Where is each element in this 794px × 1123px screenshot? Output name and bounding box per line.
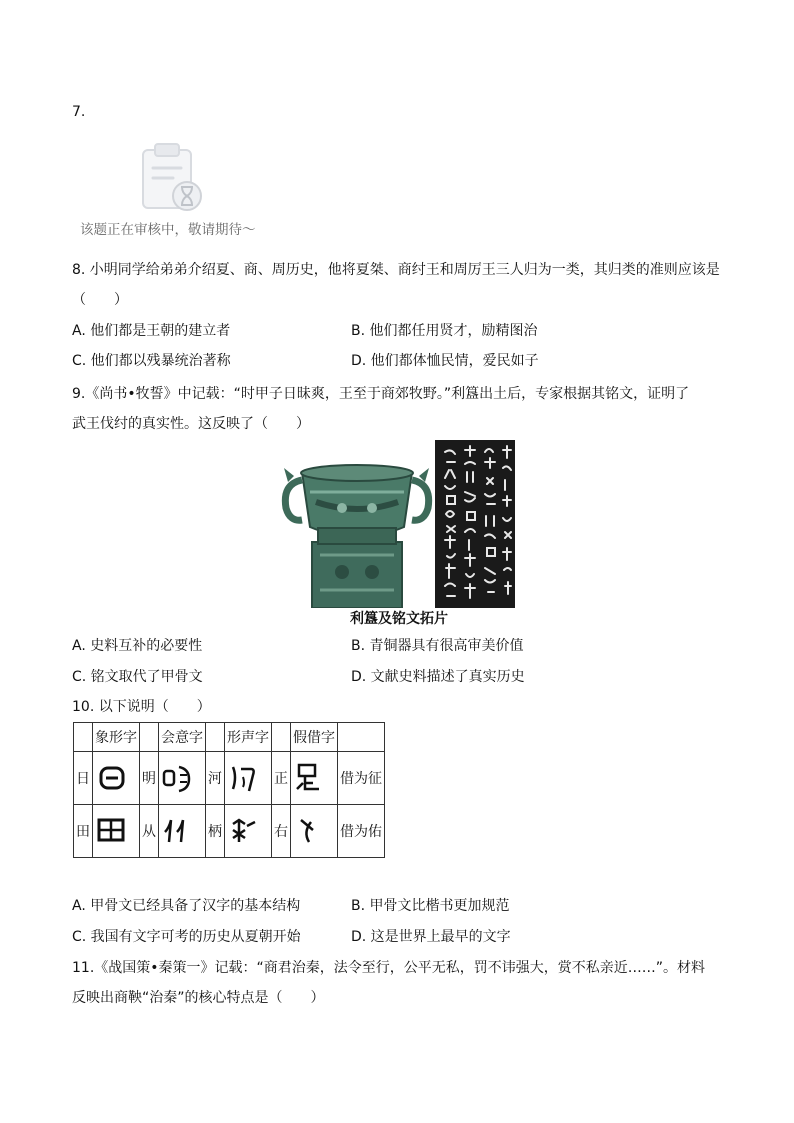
- oracle-glyph-zheng-icon: [291, 752, 338, 805]
- table-header-cell: [272, 723, 291, 752]
- table-cell: 从: [140, 805, 159, 858]
- li-gui-bronze-vessel-image: [280, 440, 433, 612]
- q8-option-a[interactable]: A. 他们都是王朝的建立者: [72, 323, 231, 339]
- table-cell: 借为征: [338, 752, 385, 805]
- oracle-glyph-you-icon: [291, 805, 338, 858]
- q10-option-d[interactable]: D. 这是世界上最早的文字: [351, 929, 511, 945]
- q10-option-b[interactable]: B. 甲骨文比楷书更加规范: [351, 898, 510, 914]
- q8-stem-bracket: （ ）: [72, 292, 128, 308]
- table-header-cell: [74, 723, 93, 752]
- table-cell: 田: [74, 805, 93, 858]
- table-header-cell: 假借字: [291, 723, 338, 752]
- table-header-cell: 象形字: [93, 723, 140, 752]
- q9-stem: 9.《尚书•牧誓》中记载：“时甲子日昧爽，王至于商郊牧野。”利簋出土后，专家根据其铭文，证明了: [72, 386, 690, 402]
- oracle-glyph-cong-icon: [159, 805, 206, 858]
- oracle-glyph-he-icon: [225, 752, 272, 805]
- writing-categories-table: [73, 722, 385, 858]
- q9-option-a[interactable]: A. 史料互补的必要性: [72, 638, 203, 654]
- oracle-glyph-bing-icon: [225, 805, 272, 858]
- q10-option-c[interactable]: C. 我国有文字可考的历史从夏朝开始: [72, 929, 301, 945]
- q10-option-a[interactable]: A. 甲骨文已经具备了汉字的基本结构: [72, 898, 301, 914]
- clipboard-hourglass-icon: [133, 140, 209, 220]
- q9-option-c[interactable]: C. 铭文取代了甲骨文: [72, 669, 203, 685]
- oracle-glyph-tian-icon: [93, 805, 140, 858]
- q9-option-d[interactable]: D. 文献史料描述了真实历史: [351, 669, 525, 685]
- q8-option-c[interactable]: C. 他们都以残暴统治著称: [72, 353, 231, 369]
- oracle-glyph-ri-icon: [93, 752, 140, 805]
- table-cell: 河: [206, 752, 225, 805]
- table-cell: 明: [140, 752, 159, 805]
- q8-option-b[interactable]: B. 他们都任用贤才，励精图治: [351, 323, 538, 339]
- q9-option-b[interactable]: B. 青铜器具有很高审美价值: [351, 638, 524, 654]
- li-gui-inscription-rubbing-image: [435, 440, 515, 612]
- table-header-cell: [206, 723, 225, 752]
- table-row: [74, 805, 385, 858]
- table-cell: 日: [74, 752, 93, 805]
- q8-option-d[interactable]: D. 他们都体恤民情，爱民如子: [351, 353, 539, 369]
- table-header-cell: [338, 723, 385, 752]
- table-header-cell: 形声字: [225, 723, 272, 752]
- oracle-glyph-ming-icon: [159, 752, 206, 805]
- q8-stem: 8. 小明同学给弟弟介绍夏、商、周历史，他将夏桀、商纣王和周厉王三人归为一类，其归类的准则应该是: [72, 262, 720, 278]
- table-header-cell: [140, 723, 159, 752]
- table-cell: 正: [272, 752, 291, 805]
- table-row: [74, 752, 385, 805]
- table-header-cell: 会意字: [159, 723, 206, 752]
- q11-stem-line2: 反映出商鞅“治秦”的核心特点是（ ）: [72, 990, 325, 1006]
- table-cell: 柄: [206, 805, 225, 858]
- q11-stem: 11.《战国策•秦策一》记载：“商君治秦，法令至行，公平无私，罚不讳强大，赏不私亲近……”。材料: [72, 960, 706, 976]
- table-header-row: [74, 723, 385, 752]
- q9-stem-line2: 武王伐纣的真实性。这反映了（ ）: [72, 416, 310, 432]
- q7-number: 7.: [72, 104, 86, 120]
- image-caption: 利簋及铭文拓片: [350, 611, 448, 627]
- pending-review-text: 该题正在审核中，敬请期待～: [80, 222, 256, 238]
- table-cell: 借为佑: [338, 805, 385, 858]
- table-cell: 右: [272, 805, 291, 858]
- q10-stem: 10. 以下说明（ ）: [72, 699, 211, 715]
